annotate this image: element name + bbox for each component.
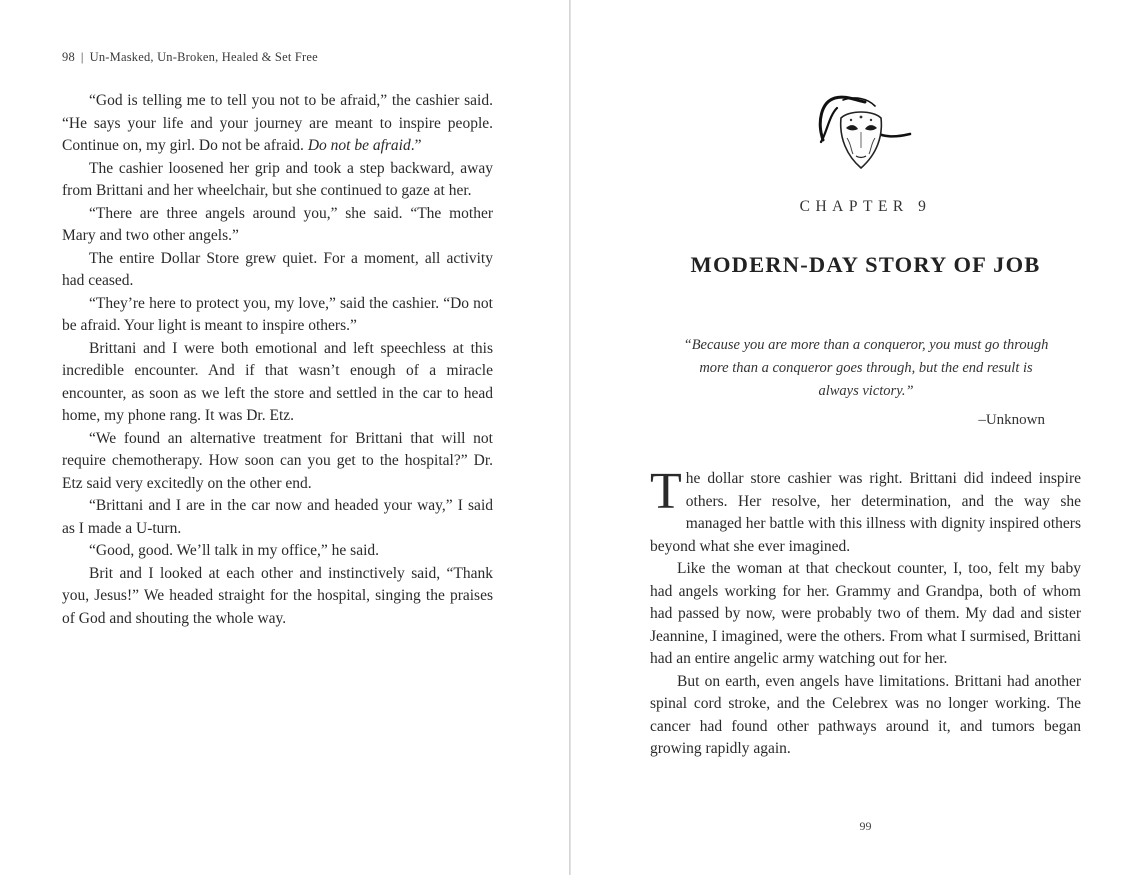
chapter-label: CHAPTER 9: [799, 198, 932, 215]
left-body-text: [62, 90, 493, 630]
right-page: [650, 0, 1081, 875]
mask-icon: [815, 92, 915, 176]
opening-paragraph: [650, 463, 1081, 558]
paragraph: “Good, good. We’ll talk in my office,” he said.: [89, 542, 380, 559]
paragraph-text: “God is telling me to tell you not to be afraid,” the cashier said. “He says your life and your journey are meant to inspire people. Continue on, my girl. Do not be afraid.: [62, 92, 493, 154]
paragraph: The cashier loosened her grip and took a step backward, away from Brittani and her wheelchair, but she continued to gaze at her.: [62, 159, 493, 199]
paragraph: Brittani and I were both emotional and left speechless at this incredible encounter. And if that wasn’t enough of a miracle encounter, as soon as we left the store and settled in the car to head home, my phone rang. It was Dr. Etz.: [62, 339, 493, 424]
paragraph-text: .”: [410, 137, 422, 154]
paragraph: “We found an alternative treatment for Brittani that will not require chemotherapy. How soon can you get to the hospital?” Dr. Etz said very excitedly on the other end.: [62, 429, 493, 492]
epigraph-quote: “Because you are more than a conqueror, you must go through more than a conqueror goes through, but the end result is always victory.”: [683, 337, 1049, 399]
left-page: [62, 0, 493, 875]
paragraph: Brit and I looked at each other and instinctively said, “Thank you, Jesus!” We headed straight for the hospital, singing the praises of God and shouting the whole way.: [62, 564, 493, 627]
paragraph: Like the woman at that checkout counter, I, too, felt my baby had angels working for her. Grammy and Grandpa, both of whom had passed by now, were probably two of them. My dad and sister Jeannine, I imagined, were the others. From what I surmised, Brittani had an entire angelic army watching out for her.: [650, 560, 1081, 667]
paragraph: But on earth, even angels have limitations. Brittani had another spinal cord stroke, and the Celebrex was no longer working. The cancer had found other pathways around it, and tumors began growing rapidly again.: [650, 672, 1081, 757]
paragraph-emphasis: Do not be afraid: [307, 137, 411, 154]
paragraph: “There are three angels around you,” she said. “The mother Mary and two other angels.”: [62, 204, 493, 244]
epigraph-attribution: –Unknown: [978, 412, 1045, 428]
opening-paragraph-text: he dollar store cashier was right. Brittani did indeed inspire others. Her resolve, her determination, and the way she managed her battle with this illness with dignity inspired others beyond what she ever imagined.: [650, 470, 1081, 555]
drop-cap: T: [650, 463, 682, 520]
running-head: [62, 50, 318, 65]
paragraph: The entire Dollar Store grew quiet. For a moment, all activity had ceased.: [62, 249, 493, 289]
running-head-separator: |: [80, 50, 84, 64]
paragraph: “They’re here to protect you, my love,” said the cashier. “Do not be afraid. Your light is meant to inspire others.”: [62, 294, 493, 334]
left-page-number: 98: [62, 50, 75, 64]
running-title: Un-Masked, Un-Broken, Healed & Set Free: [89, 50, 318, 64]
paragraph: “Brittani and I are in the car now and headed your way,” I said as I made a U-turn.: [62, 497, 493, 537]
right-body-text: [650, 463, 1081, 761]
paragraph: [62, 90, 493, 158]
chapter-title: MODERN-DAY STORY OF JOB: [690, 252, 1041, 277]
page-gutter: [569, 0, 571, 875]
right-page-number: 99: [859, 819, 872, 833]
